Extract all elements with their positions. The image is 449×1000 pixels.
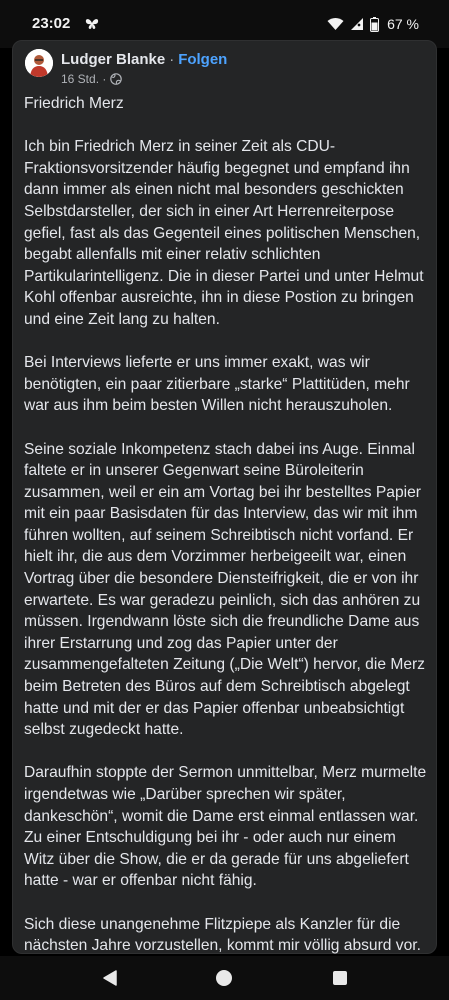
back-icon[interactable] [101, 968, 121, 988]
battery-icon [370, 17, 379, 32]
post-paragraph: Ich bin Friedrich Merz in seiner Zeit als CDU-Fraktionsvorsitzender häufig begegnet und empfand ihn dann immer als einen nicht mal besonders geschickten Selbstdarsteller, der sich in einer Art Herrenreiterpose gefiel, fast als das Gegenteil eines politischen Menschen, begabt allenfalls mit einer relativ schlichten Partikularintelligenz. Die in dieser Partei und unter Helmut Kohl offenbar ausreichte, ihn in diese Postion zu bringen und eine Zeit lang zu halten. [24, 138, 424, 328]
home-icon[interactable] [214, 968, 234, 988]
recents-icon[interactable] [330, 968, 350, 988]
battery-percent: 67 % [387, 16, 419, 32]
post-paragraph: Seine soziale Inkompetenz stach dabei ins Auge. Einmal faltete er in unserer Gegenwart seine Büroleiterin zusammen, weil er ein am Vortag bei ihr bestelltes Papier mit ein paar Basisdaten für das Interview, das wir mit ihm führen wollten, auf seinem Schreibtisch nicht vorfand. Er hielt ihr, die aus dem Vorzimmer herbeigeeilt war, einen Vortrag über die besondere Diensteifrigkeit, die er von ihr erwartete. Es war geradezu peinlich, sich das anhören zu müssen. Irgendwann löste sich die freundliche Dame aus ihrer Erstarrung und zog das Papier unter der zusammengefalteten Zeitung („Die Welt“) hervor, die Merz beim Betreten des Büros auf dem Schreibtisch abgelegt hatte und mit der er das Papier offenbar unbeabsichtigt selbst zugedeckt hatte. [24, 440, 425, 739]
status-icons [327, 15, 419, 33]
post-meta [61, 72, 122, 86]
avatar[interactable] [25, 49, 53, 77]
signal-icon [350, 17, 364, 31]
author-line [61, 51, 227, 68]
status-time: 23:02 [32, 15, 71, 32]
butterfly-icon [84, 16, 100, 32]
avatar-image [25, 49, 53, 77]
post-card [12, 40, 437, 954]
globe-icon [110, 73, 122, 85]
system-nav-bar [0, 956, 449, 1000]
post-paragraph: Sich diese unangenehme Flitzpiepe als Kanzler für die nächsten Jahre vorzustellen, kommt mir völlig absurd vor. [24, 915, 421, 955]
post-paragraph: Bei Interviews lieferte er uns immer exakt, was wir benötigten, ein paar zitierbare „starke“ Plattitüden, mehr war aus ihm beim besten Willen nicht herauszuholen. [24, 354, 410, 415]
post-timestamp[interactable]: 16 Std. · [61, 72, 107, 86]
dot-separator: · [169, 51, 175, 68]
wifi-icon [327, 17, 344, 31]
follow-button[interactable]: Folgen [178, 51, 228, 68]
post-paragraph: Friedrich Merz [24, 95, 124, 112]
author-name[interactable]: Ludger Blanke [61, 51, 166, 68]
post-paragraph: Daraufhin stoppte der Sermon unmittelbar, Merz murmelte irgendetwas wie „Darüber sprechen wir später, dankeschön“, womit die Dame erst einmal entlassen war. Zu einer Entschuldigung bei ihr - oder auch nur einem Witz über die Show, die er da gerade für uns abgeliefert hatte - war er offenbar nicht fähig. [24, 764, 427, 890]
post-body [24, 93, 429, 978]
